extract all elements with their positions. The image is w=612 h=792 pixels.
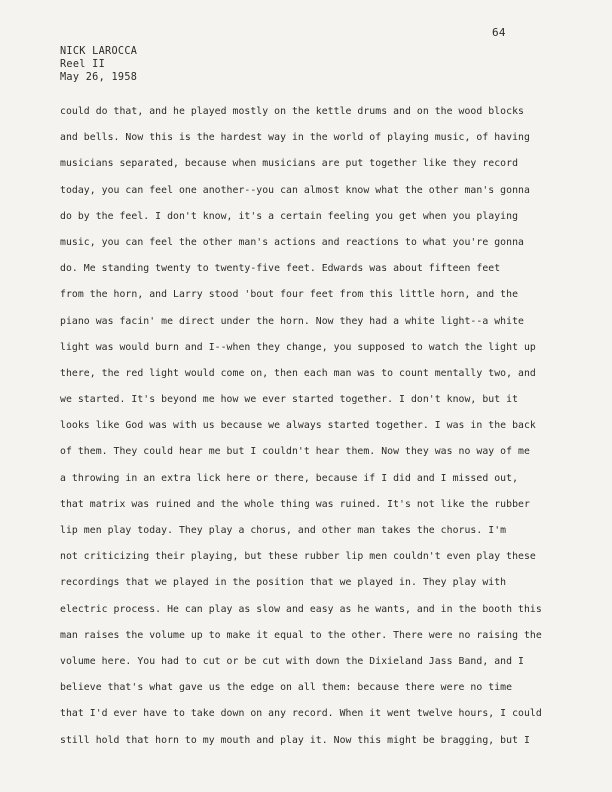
transcript-line: we started. It's beyond me how we ever started together. I don't know, but it	[60, 394, 519, 406]
transcript-line: man raises the volume up to make it equal to the other. There were no raising the	[60, 629, 542, 641]
transcript-line: not criticizing their playing, but these rubber lip men couldn't even play these	[60, 551, 536, 563]
transcript-line: electric process. He can play as slow and easy as he wants, and in the booth this	[60, 603, 542, 615]
transcript-line: do by the feel. I don't know, it's a certain feeling you get when you playing	[60, 210, 519, 222]
interviewee-name: NICK LAROCCA	[60, 46, 138, 57]
transcript-line: that I'd ever have to take down on any record. When it went twelve hours, I could	[60, 708, 542, 720]
transcript-line: recordings that we played in the position that we played in. They play with	[60, 577, 507, 589]
transcript-line: of them. They could hear me but I couldn't hear them. Now they was no way of me	[60, 446, 530, 458]
transcript-line: music, you can feel the other man's actions and reactions to what you're gonna	[60, 236, 524, 248]
transcript-line: there, the red light would come on, then each man was to count mentally two, and	[60, 367, 536, 379]
transcript-line: a throwing in an extra lick here or there, because if I did and I missed out,	[60, 472, 519, 484]
page-number: 64	[492, 26, 506, 39]
transcript-line: looks like God was with us because we always started together. I was in the back	[60, 420, 536, 432]
transcript-line: volume here. You had to cut or be cut with down the Dixieland Jass Band, and I	[60, 655, 524, 667]
transcript-line: believe that's what gave us the edge on all them: because there were no time	[60, 682, 513, 694]
transcript-line: today, you can feel one another--you can almost know what the other man's gonna	[60, 184, 530, 196]
transcript-line: still hold that horn to my mouth and play it. Now this might be bragging, but I	[60, 734, 530, 746]
transcript-line: light was would burn and I--when they change, you supposed to watch the light up	[60, 341, 536, 353]
transcript-body	[60, 99, 560, 754]
transcript-line: could do that, and he played mostly on the kettle drums and on the wood blocks	[60, 106, 524, 117]
transcript-line: that matrix was ruined and the whole thing was ruined. It's not like the rubber	[60, 498, 530, 510]
transcript-line: lip men play today. They play a chorus, and other man takes the chorus. I'm	[60, 525, 507, 536]
reel-label: Reel II	[60, 59, 106, 70]
transcript-line: do. Me standing twenty to twenty-five feet. Edwards was about fifteen feet	[60, 263, 501, 275]
transcript-line: from the horn, and Larry stood 'bout four feet from this little horn, and the	[60, 289, 519, 301]
transcript-line: piano was facin' me direct under the horn. Now they had a white light--a white	[60, 315, 524, 327]
interview-date: May 26, 1958	[60, 72, 138, 83]
transcript-line: and bells. Now this is the hardest way in the world of playing music, of having	[60, 132, 530, 144]
transcript-line: musicians separated, because when musicians are put together like they record	[60, 158, 519, 170]
transcript-header	[60, 45, 137, 84]
